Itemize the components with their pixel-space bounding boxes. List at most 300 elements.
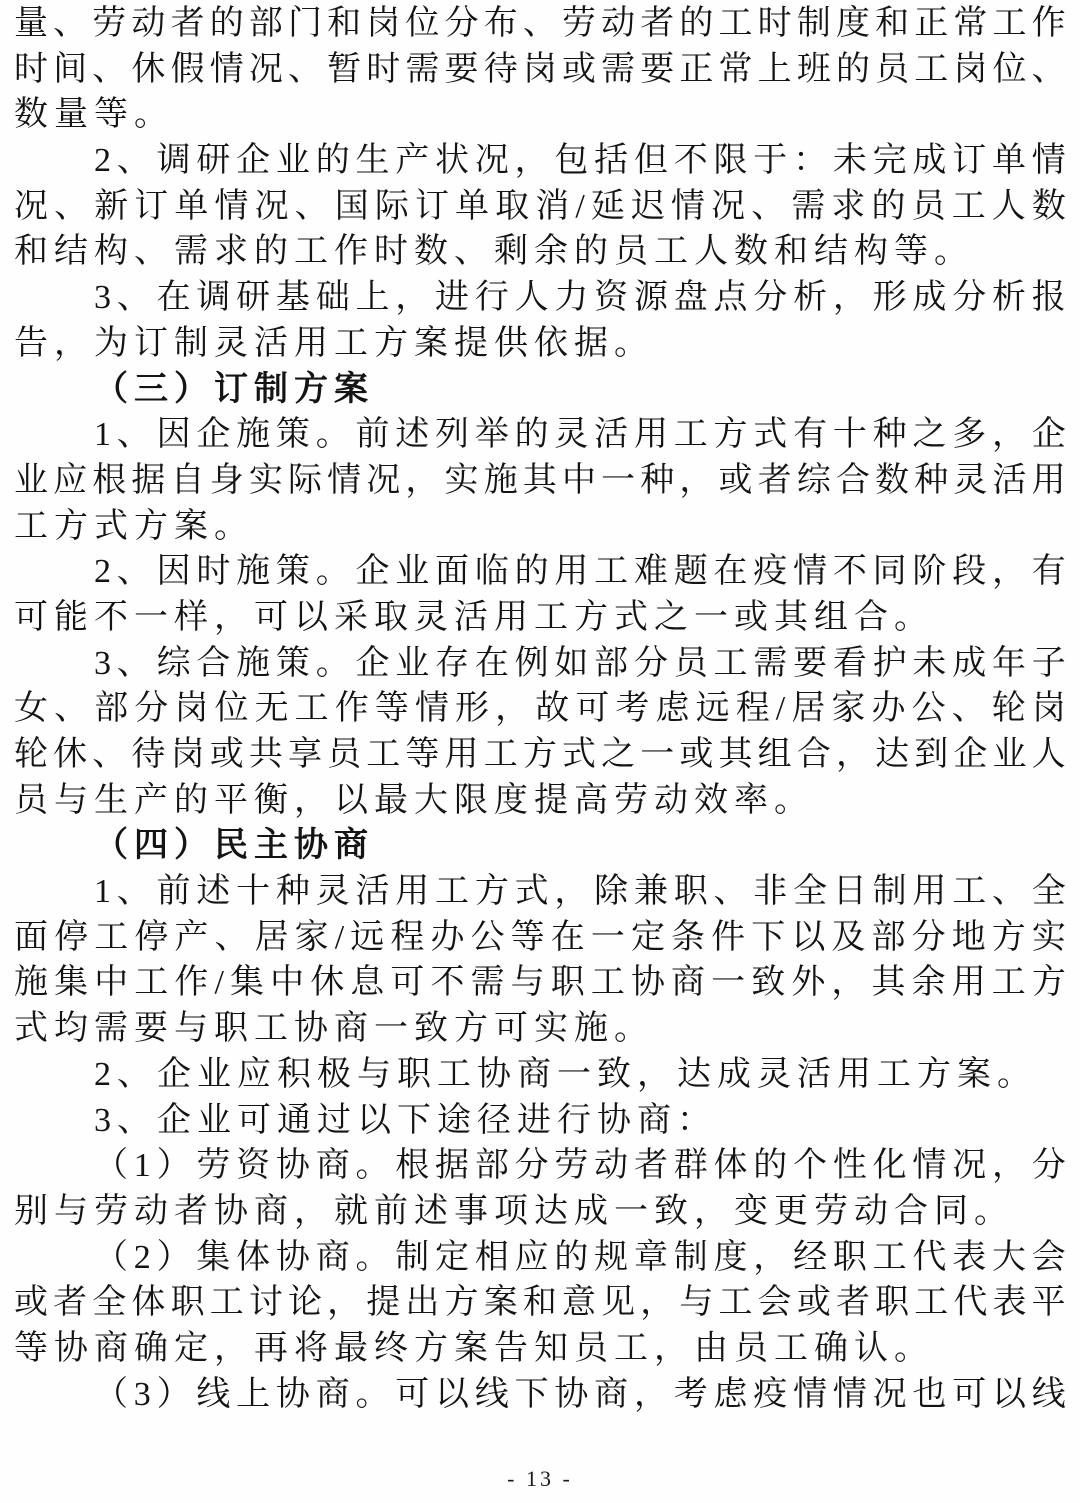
character: 共 [248,736,283,773]
text-line: 和结构、需求的工作时数、剩余的员工人数和结构等。 [14,233,974,271]
character: 取 [495,187,530,225]
character: 远 [350,918,385,956]
character: 的 [554,1238,589,1276]
character: 况 [248,50,283,88]
character: 集 [230,964,265,1002]
character: 情 [671,187,706,225]
character: 会 [1031,1238,1066,1276]
character: 岗 [1031,690,1066,728]
character: 分 [633,644,668,682]
character: 度 [713,1238,748,1276]
character: ， [640,1284,675,1322]
character: 况 [474,142,509,180]
character: 大 [991,1238,1026,1276]
character: 础 [315,279,350,317]
character: 分 [1031,1147,1066,1185]
text-line [14,1280,1066,1326]
character: 施 [236,644,271,682]
text-line: 工方式方案。 [14,507,254,545]
character: 化 [872,1147,907,1185]
character: 种 [640,461,675,499]
character: 休 [53,736,88,773]
character: 新 [94,187,129,225]
character: 3 [94,644,111,682]
character: 制 [796,5,831,42]
character: 者 [757,461,792,499]
character: 数 [875,461,910,499]
character: 式 [514,873,549,911]
character: 式 [753,416,788,454]
character: 工 [713,644,748,682]
character: ， [831,964,866,1002]
character: 或 [209,736,244,773]
character: 部 [248,5,283,42]
character: ， [405,461,440,499]
character: 常 [953,5,988,42]
character: 其 [522,461,557,499]
text-line: 数量等。 [14,96,174,134]
character: 岗 [522,50,557,88]
character: 要 [793,644,828,682]
character: ） [156,1147,191,1185]
character: 消 [535,187,570,225]
character: 性 [832,1147,867,1185]
character: / [214,964,224,1002]
character: （ [94,1238,128,1276]
character: 1 [133,1147,151,1185]
character: 集 [196,1238,231,1276]
character: 实 [1031,918,1066,956]
character: 居 [791,690,826,728]
character: 实 [444,461,479,499]
character: 全 [92,1284,127,1322]
character: 研 [196,142,231,180]
character: 题 [673,553,708,591]
character: 。 [315,553,350,591]
character: 员 [673,644,708,682]
character: 时 [757,5,792,42]
character: 工 [594,553,629,591]
character: 、 [54,187,89,225]
character: 者 [170,5,205,42]
character: 情 [793,1375,828,1413]
character: 订 [952,142,987,180]
character: 、 [92,50,127,88]
character: 工 [134,964,169,1002]
character: 用 [444,736,479,773]
character: 办 [430,918,465,956]
character: 订 [414,187,449,225]
character: 提 [366,1284,401,1322]
character: 考 [673,1375,708,1413]
character: 致 [751,964,786,1002]
character: 部 [871,918,906,956]
character: 业 [275,142,310,180]
text-line: 员与生产的平衡，以最大限度提高劳动效率。 [14,781,814,819]
character: 职 [170,1284,205,1322]
character: 例 [514,644,549,682]
section-heading: （三）订制方案 [94,369,374,408]
character: 、 [522,5,557,42]
character: 、 [294,187,329,225]
character: 要 [640,50,675,88]
character: 意 [561,1284,596,1322]
character: 以 [991,1375,1026,1413]
character: 如 [554,644,589,682]
character: 工 [872,1238,907,1276]
character: 可 [390,964,425,1002]
character: 阶 [912,553,947,591]
character: 需 [791,187,826,225]
character: 十 [236,873,271,911]
character: 其 [871,964,906,1002]
character: 群 [673,1147,708,1185]
character: 工 [952,873,987,911]
character: 单 [174,187,209,225]
character: 临 [474,553,509,591]
character: 情 [214,187,249,225]
character: 自 [170,461,205,499]
character: 除 [594,873,629,911]
character: 部 [474,1147,509,1185]
character: 举 [474,416,509,454]
character: 假 [170,50,205,88]
text-line [14,549,1066,595]
character: 综 [796,461,831,499]
character: 非 [753,873,788,911]
character: 地 [951,918,986,956]
text-line [14,275,1066,321]
character: 、 [1031,50,1066,88]
character: 。 [355,1147,390,1185]
character: 况 [711,187,746,225]
character: 、 [751,187,786,225]
character: ， [679,461,714,499]
character: 施 [236,553,271,591]
character: 商 [315,1238,350,1276]
text-line [14,412,1066,458]
character: 商 [315,1147,350,1185]
character: 一 [711,964,746,1002]
character: 休 [131,50,166,88]
text-line [14,1372,1066,1418]
character: 商 [671,964,706,1002]
character: 等 [374,690,409,728]
text-line [14,869,1066,915]
character: 需 [601,50,636,88]
character: 人 [514,279,549,317]
character: 规 [594,1238,629,1276]
character: 上 [236,1375,271,1413]
character: 形 [455,690,490,728]
character: 用 [395,873,430,911]
character: 实 [248,461,283,499]
character: 情 [793,553,828,591]
character: 协 [554,1375,589,1413]
character: 护 [872,644,907,682]
character: 述 [395,416,430,454]
character: 劳 [196,1147,231,1185]
character: 企 [953,736,988,773]
character: 、 [116,142,151,180]
character: 者 [633,1147,668,1185]
character: 家 [831,690,866,728]
character: 、 [951,690,986,728]
text-line: 2、企业应积极与职工协商一致，达成灵活用工方案。 [94,1055,1037,1093]
character: 以 [435,1375,470,1413]
character: 灵 [315,873,350,911]
character: 源 [633,279,668,317]
character: 之 [912,416,947,454]
character: 中 [94,964,129,1002]
text-line [14,1143,1066,1189]
character: 活 [594,416,629,454]
character: 员 [875,50,910,88]
character: 远 [695,690,730,728]
character: 单 [455,187,490,225]
character: 情 [414,690,449,728]
character: 工 [209,1284,244,1322]
character: 施 [236,416,271,454]
character: 暂 [327,50,362,88]
character: 段 [952,553,987,591]
character: 体 [236,1238,271,1276]
character: ， [991,416,1026,454]
character: 代 [953,1284,988,1322]
character: 工 [991,964,1026,1002]
character: 根 [395,1147,430,1185]
character: 代 [912,1238,947,1276]
character: 方 [991,918,1026,956]
character: 休 [310,964,345,1002]
text-line [14,184,1066,230]
character: ： [793,142,828,180]
character: 灵 [953,461,988,499]
character: ， [554,873,589,911]
character: 国 [334,187,369,225]
character: 、 [116,279,151,317]
character: 岗 [366,5,401,42]
character: 线 [196,1375,231,1413]
character: 待 [131,736,166,773]
character: （ [94,1147,128,1185]
character: 应 [53,461,88,499]
text-line [14,915,1066,961]
character: 和 [875,5,910,42]
character: 企 [355,553,390,591]
character: ， [395,279,430,317]
character: 形 [872,279,907,317]
character: 定 [435,1238,470,1276]
character: 体 [131,1284,166,1322]
character: 、 [54,690,89,728]
character: 或 [679,736,714,773]
character: 同 [872,553,907,591]
character: 也 [912,1375,947,1413]
character: 作 [334,690,369,728]
character: 与 [679,1284,714,1322]
character: 完 [872,142,907,180]
character: 一 [590,918,625,956]
character: 章 [633,1238,668,1276]
character: 在 [474,644,509,682]
character: 有 [1031,553,1066,591]
character: 、 [214,918,249,956]
character: 列 [435,416,470,454]
character: 不 [832,553,867,591]
character: 策 [275,416,310,454]
character: 达 [875,736,910,773]
character: 表 [952,1238,987,1276]
character: 动 [601,5,636,42]
character: 公 [911,690,946,728]
character: 之 [601,736,636,773]
character: 的 [514,553,549,591]
character: 者 [835,1284,870,1322]
character: 在 [156,279,191,317]
character: 集 [54,964,89,1002]
character: 位 [992,50,1027,88]
character: 用 [1031,461,1066,499]
character: 中 [270,964,305,1002]
character: 动 [131,5,166,42]
character: 2 [94,553,111,591]
character: 用 [912,873,947,911]
character: 1 [94,873,111,911]
character: 面 [14,918,48,956]
character: 商 [315,1375,350,1413]
character: 工 [914,50,949,88]
text-line [14,960,1066,1006]
character: 工 [718,1284,753,1322]
character: ， [495,690,530,728]
character: 会 [757,1284,792,1322]
character: 业 [395,553,430,591]
character: 调 [196,279,231,317]
character: 线 [1031,1375,1066,1413]
character: 位 [214,690,249,728]
document-body [14,1,1066,1417]
character: 线 [474,1375,509,1413]
character: 况 [254,187,289,225]
character: 、 [713,873,748,911]
character: / [775,690,786,728]
character: 十 [832,416,867,454]
character: 际 [374,187,409,225]
character: 情 [1031,142,1066,180]
character: 需 [405,50,440,88]
character: 条 [671,918,706,956]
character: 式 [561,736,596,773]
character: 职 [550,964,585,1002]
character: 盘 [673,279,708,317]
character: 定 [630,918,665,956]
character: 前 [156,873,191,911]
character: 相 [474,1238,509,1276]
character: 基 [275,279,310,317]
character: 。 [315,644,350,682]
character: 制 [395,1238,430,1276]
character: 前 [355,416,390,454]
character: 中 [561,461,596,499]
character: 企 [196,416,231,454]
text-line: 可能不一样，可以采取灵活用工方式之一或其组合。 [14,598,934,636]
character: 分 [514,1147,549,1185]
character: 3 [94,279,111,317]
character: 量 [14,5,48,42]
character: 及 [831,918,866,956]
character: 协 [275,1375,310,1413]
character: 成 [912,279,947,317]
character: 。 [315,416,350,454]
character: 公 [470,918,505,956]
character: 平 [1031,1284,1066,1322]
text-line [14,47,1066,93]
character: 用 [554,553,589,591]
character: 待 [483,50,518,88]
character: 者 [53,1284,88,1322]
character: 岗 [174,690,209,728]
character: 与 [510,964,545,1002]
character: 人 [991,187,1026,225]
character: 工 [914,1284,949,1322]
character: 需 [753,644,788,682]
character: 岗 [953,50,988,88]
character: 职 [875,1284,910,1322]
character: 于 [753,142,788,180]
text-line [14,138,1066,184]
character: 位 [405,5,440,42]
character: 度 [835,5,870,42]
text-line [14,641,1066,687]
text-line: 式均需要与职工协商一致方可实施。 [14,1010,654,1048]
character: 下 [751,918,786,956]
character: 策 [275,553,310,591]
character: 订 [134,187,169,225]
character: 分 [911,918,946,956]
character: 下 [514,1375,549,1413]
page-number: - 13 - [507,1466,573,1491]
character: 况 [366,461,401,499]
character: 门 [287,5,322,42]
text-line [14,686,1066,732]
character: 种 [914,461,949,499]
character: 的 [835,50,870,88]
character: 劳 [561,5,596,42]
character: 和 [522,1284,557,1322]
character: 延 [590,187,625,225]
character: 的 [679,5,714,42]
character: ， [327,1284,362,1322]
character: 括 [594,142,629,180]
character: 业 [992,736,1027,773]
text-line: 等协商确定，再将最终方案告知员工，由员工确认。 [14,1329,934,1367]
character: 职 [832,1238,867,1276]
character: 企 [1031,416,1066,454]
character: 企 [236,142,271,180]
character: 应 [514,1238,549,1276]
character: 件 [711,918,746,956]
character: 或 [14,1284,48,1322]
character: 产 [395,142,430,180]
character: 工 [294,690,329,728]
character: 间 [53,50,88,88]
character: 经 [793,1238,828,1276]
character: 时 [366,50,401,88]
character: 方 [522,736,557,773]
character: 方 [474,873,509,911]
character: 协 [275,1147,310,1185]
